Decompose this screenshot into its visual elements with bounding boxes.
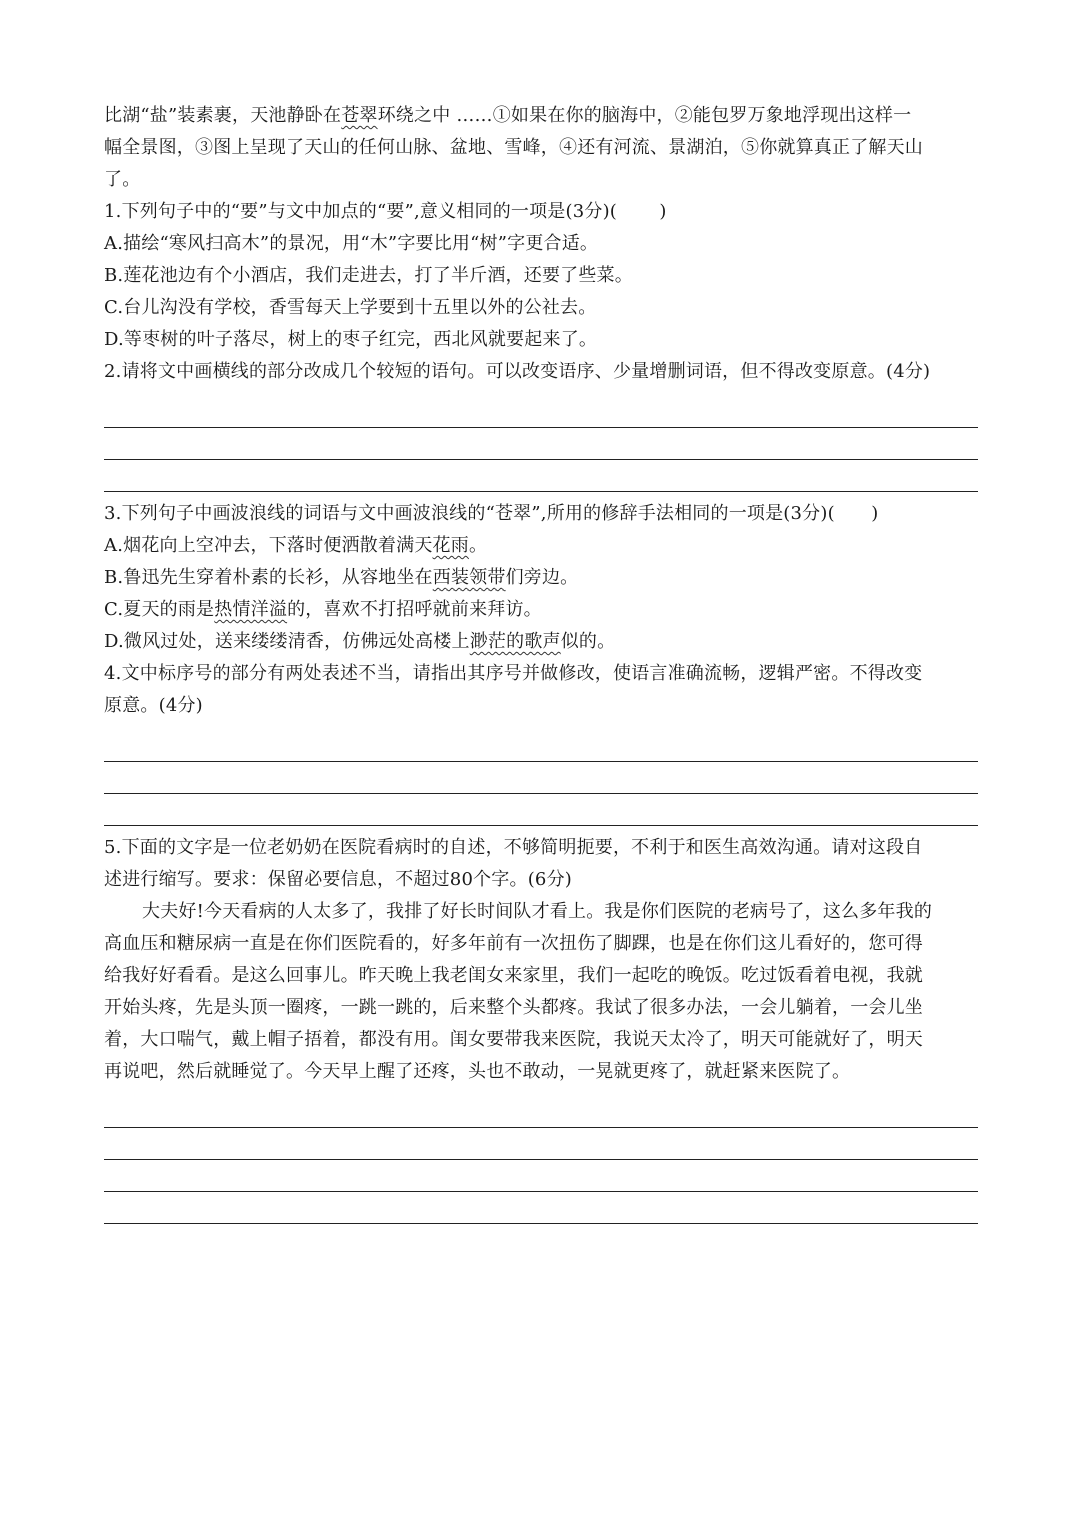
answer-line[interactable]	[104, 460, 978, 492]
question-4-answer-area[interactable]	[104, 722, 978, 832]
answer-line[interactable]	[104, 1160, 978, 1192]
question-2-stem: 2.请将文中画横线的部分改成几个较短的语句。可以改变语序、少量增删词语，但不得改变原意。(4分)	[104, 361, 931, 382]
option-text: 。	[468, 535, 488, 556]
option-text: D.微风过处，送来缕缕清香，仿佛远处高楼上	[104, 631, 470, 652]
question-1-option-c: C.台儿沟没有学校，香雪每天上学要到十五里以外的公社去。	[104, 297, 597, 318]
question-5-text-line: 开始头疼，先是头顶一圈疼，一跳一跳的，后来整个头都疼。我试了很多办法，一会儿躺着，一会儿坐	[104, 997, 923, 1018]
option-text: C.夏天的雨是	[104, 599, 215, 620]
wavy-word-cangcui: 苍翠	[341, 105, 378, 126]
question-5-text-line: 高血压和糖尿病一直是在你们医院看的，好多年前有一次扭伤了脚踝，也是在你们这儿看好的，您可得	[104, 933, 923, 954]
passage-line-1	[104, 100, 978, 132]
question-1-option-b: B.莲花池边有个小酒店，我们走进去，打了半斤酒，还要了些菜。	[104, 265, 633, 286]
option-text: 们旁边。	[505, 567, 579, 588]
question-1-option-a: A.描绘“寒风扫高木”的景况，用“木”字要比用“树”字更合适。	[104, 233, 599, 254]
answer-line[interactable]	[104, 1096, 978, 1128]
option-text: 的，喜欢不打招呼就前来拜访。	[287, 599, 542, 620]
passage-line-2: 幅全景图，③图上呈现了天山的任何山脉、盆地、雪峰，④还有河流、景湖泊，⑤你就算真正了解天山	[104, 137, 923, 158]
question-2-answer-area[interactable]	[104, 388, 978, 498]
wavy-word: 渺茫的歌声	[469, 631, 561, 652]
question-1-option-d: D.等枣树的叶子落尽，树上的枣子红完，西北风就要起来了。	[104, 329, 598, 350]
answer-line[interactable]	[104, 396, 978, 428]
answer-line[interactable]	[104, 1128, 978, 1160]
option-text: B.鲁迅先生穿着朴素的长衫，从容地坐在	[104, 567, 433, 588]
passage-text: 比湖“盐”装素裹，天池静卧在	[104, 105, 342, 126]
passage-text: 环绕之中 ……①如果在你的脑海中，②能包罗万象地浮现出这样一	[377, 105, 912, 126]
wavy-word: 花雨	[432, 535, 469, 556]
question-4-stem-line-1: 4.文中标序号的部分有两处表述不当，请指出其序号并做修改，使语言准确流畅，逻辑严密。不得改变	[104, 663, 923, 684]
exam-page	[104, 100, 978, 1230]
question-5-text-line: 再说吧，然后就睡觉了。今天早上醒了还疼，头也不敢动，一晃就更疼了，就赶紧来医院了。	[104, 1061, 851, 1082]
question-4-stem-line-2: 原意。(4分)	[104, 695, 203, 716]
answer-line[interactable]	[104, 428, 978, 460]
wavy-word: 西装领带	[432, 567, 506, 588]
question-3-option-b	[104, 562, 978, 594]
question-3-stem: 3.下列句子中画波浪线的词语与文中画波浪线的“苍翠”,所用的修辞手法相同的一项是(3分)( )	[104, 503, 879, 524]
answer-line[interactable]	[104, 1192, 978, 1224]
question-5-answer-area[interactable]	[104, 1088, 978, 1230]
question-5-stem-line-1: 5.下面的文字是一位老奶奶在医院看病时的自述，不够简明扼要，不利于和医生高效沟通。请对这段自	[104, 837, 923, 858]
question-5-text-line: 着，大口喘气，戴上帽子捂着，都没有用。闺女要带我来医院，我说天太冷了，明天可能就好了，明天	[104, 1029, 923, 1050]
question-1-stem: 1.下列句子中的“要”与文中加点的“要”,意义相同的一项是(3分)( )	[104, 201, 667, 222]
answer-line[interactable]	[104, 762, 978, 794]
question-3-option-d	[104, 626, 978, 658]
answer-line[interactable]	[104, 794, 978, 826]
option-text: A.烟花向上空冲去，下落时便洒散着满天	[104, 535, 433, 556]
answer-line[interactable]	[104, 730, 978, 762]
wavy-word: 热情洋溢	[214, 599, 288, 620]
question-3-option-a	[104, 530, 978, 562]
question-5-text-line: 大夫好!今天看病的人太多了，我排了好长时间队才看上。我是你们医院的老病号了，这么多年我的	[142, 901, 933, 922]
option-text: 似的。	[560, 631, 616, 652]
passage-line-3: 了。	[104, 169, 141, 190]
question-3-option-c	[104, 594, 978, 626]
question-5-stem-line-2: 述进行缩写。要求：保留必要信息，不超过80个字。(6分)	[104, 869, 572, 890]
question-5-text-line: 给我好好看看。是这么回事儿。昨天晚上我老闺女来家里，我们一起吃的晚饭。吃过饭看着电视，我就	[104, 965, 923, 986]
